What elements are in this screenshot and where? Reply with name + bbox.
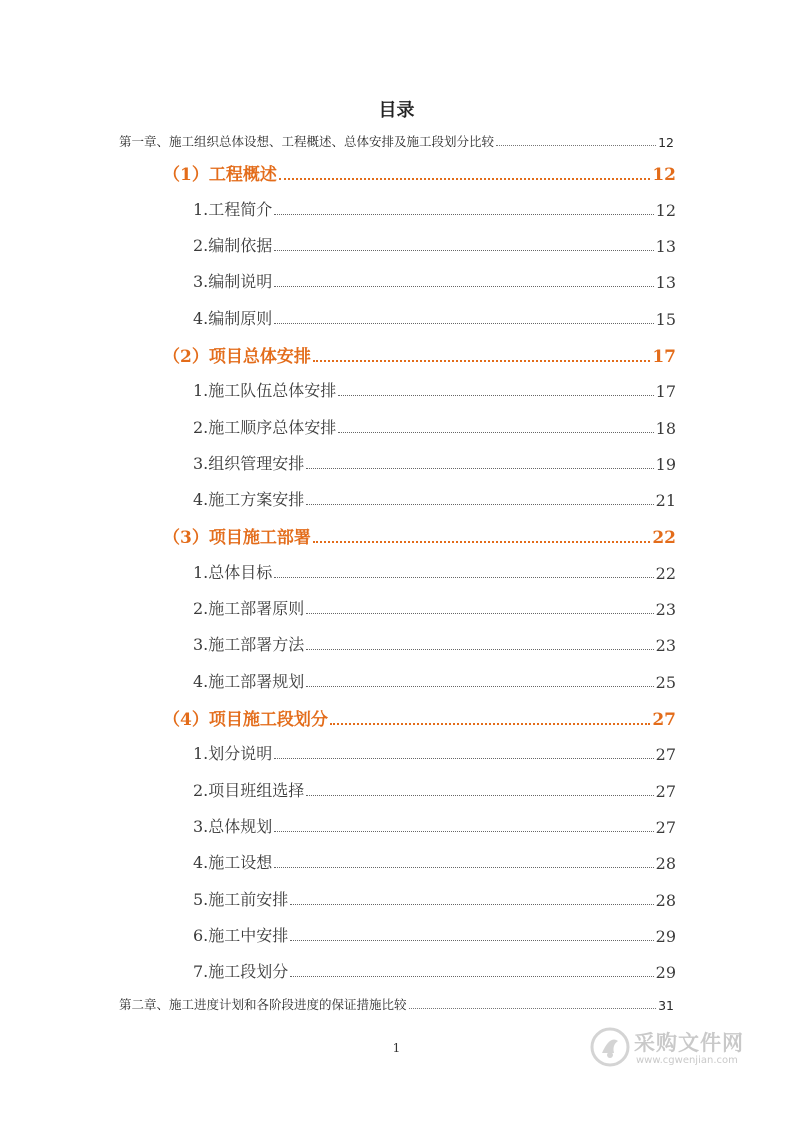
toc-page-number: 17 <box>652 347 676 367</box>
toc-label: 3.组织管理安排 <box>193 454 305 473</box>
toc-item[interactable] <box>193 306 676 329</box>
toc-page-number: 22 <box>652 528 676 548</box>
dot-leader <box>306 686 653 687</box>
toc-item[interactable] <box>193 669 676 692</box>
dot-leader <box>274 831 653 832</box>
dot-leader <box>306 468 653 469</box>
toc-label: （3）项目施工部署 <box>163 528 311 548</box>
toc-label: 7.施工段划分 <box>193 962 289 981</box>
toc-page-number: 21 <box>655 491 676 510</box>
toc-page-number: 17 <box>655 382 676 401</box>
dot-leader <box>409 1008 657 1009</box>
toc-label: 4.施工设想 <box>193 853 273 872</box>
toc-page-number: 18 <box>655 419 676 438</box>
toc-page-number: 29 <box>655 927 676 946</box>
toc-label: 第一章、施工组织总体设想、工程概述、总体安排及施工段划分比较 <box>119 134 495 149</box>
toc-label: 2.施工部署原则 <box>193 599 305 618</box>
toc-label: 6.施工中安排 <box>193 926 289 945</box>
dot-leader <box>313 360 650 362</box>
toc-page-number: 25 <box>655 673 676 692</box>
toc-label: 4.编制原则 <box>193 309 273 328</box>
toc-label: 2.施工顺序总体安排 <box>193 418 337 437</box>
toc-item[interactable] <box>193 887 676 910</box>
toc-page-number: 19 <box>655 455 676 474</box>
toc-label: 3.编制说明 <box>193 272 273 291</box>
toc-label: （2）项目总体安排 <box>163 347 311 367</box>
dot-leader <box>274 323 653 324</box>
toc-item[interactable] <box>193 197 676 220</box>
toc-label: 1.总体目标 <box>193 563 273 582</box>
toc-item[interactable] <box>193 560 676 583</box>
dot-leader <box>306 649 653 650</box>
toc-page-number: 29 <box>655 963 676 982</box>
toc-page-number: 13 <box>655 237 676 256</box>
toc-label: 3.总体规划 <box>193 817 273 836</box>
toc-label: 4.施工方案安排 <box>193 490 305 509</box>
dot-leader <box>290 976 653 977</box>
toc-chapter-1[interactable] <box>119 132 674 150</box>
toc-item[interactable] <box>193 269 676 292</box>
dot-leader <box>274 867 653 868</box>
toc-label: 1.施工队伍总体安排 <box>193 381 337 400</box>
toc-item[interactable] <box>193 415 676 438</box>
toc-item[interactable] <box>193 923 676 946</box>
dot-leader <box>274 286 653 287</box>
toc-section-2[interactable] <box>163 342 676 367</box>
toc-label: （1）工程概述 <box>163 165 277 185</box>
toc-item[interactable] <box>193 451 676 474</box>
dot-leader <box>274 577 653 578</box>
dot-leader <box>338 395 653 396</box>
toc-item[interactable] <box>193 487 676 510</box>
toc-page-number: 27 <box>655 818 676 837</box>
page-number: 1 <box>392 1041 401 1055</box>
toc-label: 2.编制依据 <box>193 236 273 255</box>
toc-page-number: 12 <box>652 165 676 185</box>
dot-leader <box>306 504 653 505</box>
dot-leader <box>290 940 653 941</box>
toc-item[interactable] <box>193 632 676 655</box>
toc-item[interactable] <box>193 814 676 837</box>
toc-item[interactable] <box>193 778 676 801</box>
dot-leader <box>313 541 650 543</box>
toc-page-number: 31 <box>658 998 674 1013</box>
dot-leader <box>274 214 653 215</box>
toc-item[interactable] <box>193 378 676 401</box>
toc-page-number: 23 <box>655 600 676 619</box>
toc-label: 1.划分说明 <box>193 744 273 763</box>
dot-leader <box>306 795 653 796</box>
toc-page-number: 23 <box>655 636 676 655</box>
dot-leader <box>274 758 653 759</box>
toc-item[interactable] <box>193 233 676 256</box>
dot-leader <box>496 145 656 146</box>
toc-label: 3.施工部署方法 <box>193 635 305 654</box>
watermark-name: 采购文件网 <box>634 1031 744 1055</box>
toc-item[interactable] <box>193 850 676 873</box>
dot-leader <box>330 723 650 725</box>
toc-section-3[interactable] <box>163 523 676 548</box>
toc-page-number: 28 <box>655 891 676 910</box>
dot-leader <box>279 178 650 180</box>
toc-page-number: 27 <box>655 745 676 764</box>
toc-item[interactable] <box>193 741 676 764</box>
toc-section-4[interactable] <box>163 705 676 730</box>
dot-leader <box>274 250 653 251</box>
toc-page-number: 27 <box>655 782 676 801</box>
toc-label: （4）项目施工段划分 <box>163 710 328 730</box>
watermark-url: www.cgwenjian.com <box>636 1055 738 1066</box>
toc-page-number: 12 <box>655 201 676 220</box>
toc-label: 4.施工部署规划 <box>193 672 305 691</box>
toc-page-number: 22 <box>655 564 676 583</box>
toc-page-number: 27 <box>652 710 676 730</box>
dot-leader <box>290 904 653 905</box>
toc-label: 5.施工前安排 <box>193 890 289 909</box>
toc-page-number: 15 <box>655 310 676 329</box>
toc-chapter-2[interactable] <box>119 995 674 1013</box>
toc-section-1[interactable] <box>163 160 676 185</box>
toc-page-number: 13 <box>655 273 676 292</box>
watermark-logo-icon <box>590 1027 630 1067</box>
toc-label: 2.项目班组选择 <box>193 781 305 800</box>
toc-item[interactable] <box>193 596 676 619</box>
toc-label: 第二章、施工进度计划和各阶段进度的保证措施比较 <box>119 997 407 1012</box>
toc-label: 1.工程简介 <box>193 200 273 219</box>
toc-title: 目录 <box>378 100 415 121</box>
toc-page-number: 12 <box>658 135 674 150</box>
dot-leader <box>306 613 653 614</box>
toc-item[interactable] <box>193 959 676 982</box>
dot-leader <box>338 432 653 433</box>
watermark <box>590 1025 760 1073</box>
toc-page-number: 28 <box>655 854 676 873</box>
